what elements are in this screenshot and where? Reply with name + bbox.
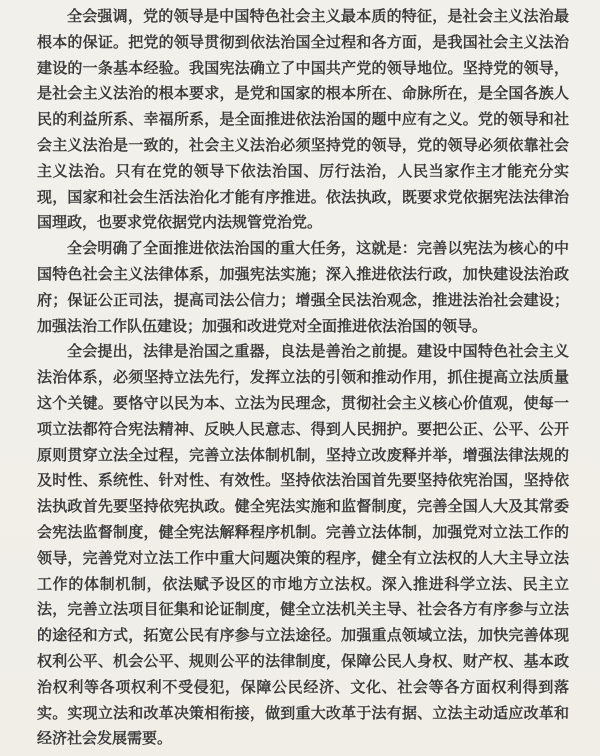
- paragraph-party-leadership: 全会强调，党的领导是中国特色社会主义最本质的特征，是社会主义法治最根本的保证。把党的领导贯彻到依法治国全过程和各方面，是我国社会主义法治建设的一条基本经验。我国宪法确立了中国共产党的领导地位。坚持党的领导，是社会主义法治的根本要求，是党和国家的根本所在、命脉所在，是全国各族人民的利益所系、幸福所系，是全面推进依法治国的题中应有之义。党的领导和社会主义法治是一致的，社会主义法治必须坚持党的领导，党的领导必须依靠社会主义法治。只有在党的领导下依法治国、厉行法治，人民当家作主才能充分实现，国家和社会生活法治化才能有序推进。依法执政，既要求党依据宪法法律治国理政，也要求党依据党内法规管党治党。: [37, 8, 569, 232]
- paragraph-major-tasks: 全会明确了全面推进依法治国的重大任务，这就是：完善以宪法为核心的中国特色社会主义法律体系，加强宪法实施；深入推进依法行政，加快建设法治政府；保证公正司法，提高司法公信力；增强全民法治观念，推进法治社会建设；加强法治工作队伍建设；加强和改进党对全面推进依法治国的领导。: [37, 240, 569, 335]
- paragraph-legislation: 全会提出，法律是治国之重器，良法是善治之前提。建设中国特色社会主义法治体系，必须坚持立法先行，发挥立法的引领和推动作用，抓住提高立法质量这个关键。要恪守以民为本、立法为民理念，贯彻社会主义核心价值观，使每一项立法都符合宪法精神、反映人民意志、得到人民拥护。要把公正、公平、公开原则贯穿立法全过程，完善立法体制机制，坚持立改废释并举，增强法律法规的及时性、系统性、针对性、有效性。坚持依法治国首先要坚持依宪治国，坚持依法执政首先要坚持依宪执政。健全宪法实施和监督制度，完善全国人大及其常委会宪法监督制度，健全宪法解释程序机制。完善立法体制，加强党对立法工作的领导，完善党对立法工作中重大问题决策的程序，健全有立法权的人大主导立法工作的体制机制，依法赋予设区的市地方立法权。深入推进科学立法、民主立法，完善立法项目征集和论证制度，健全立法机关主导、社会各方有序参与立法的途径和方式，拓宽公民有序参与立法途径。加强重点领域立法，加快完善体现权利公平、机会公平、规则公平的法律制度，保障公民人身权、财产权、基本政治权利等各项权利不受侵犯，保障公民经济、文化、社会等各方面权利得到落实。实现立法和改革决策相衔接，做到重大改革于法有据、立法主动适应改革和经济社会发展需要。: [37, 343, 569, 748]
